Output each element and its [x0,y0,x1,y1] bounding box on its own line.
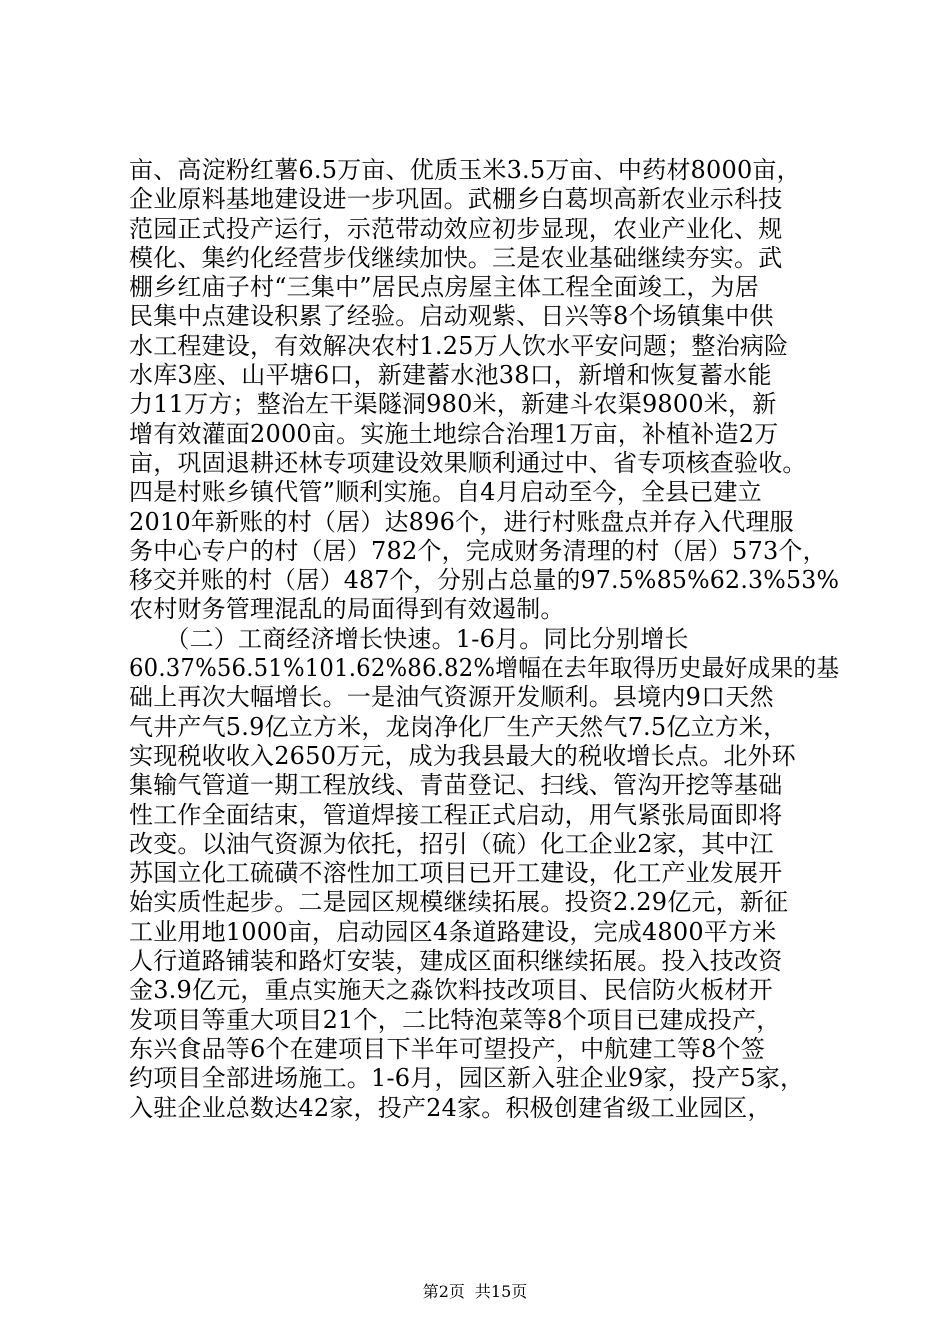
text-line: 棚乡红庙子村“三集中”居民点房屋主体工程全面竣工，为居 [129,273,759,302]
text-line: 东兴食品等6个在建项目下半年可望投产，中航建工等8个签 [129,1034,765,1063]
text-line: 入驻企业总数达42家，投产24家。积极创建省级工业园区， [129,1093,772,1122]
text-line: 亩、高淀粉红薯6.5万亩、优质玉米3.5万亩、中药材8000亩， [129,156,801,184]
text-line: 金3.9亿元，重点实施天之淼饮料技改项目、民信防火板材开 [129,976,773,1005]
text-line: 工业用地1000亩，启动园区4条道路建设，完成4800平方米 [129,917,777,946]
text-line: 2010年新账的村（居）达896个，进行村账盘点并存入代理服 [129,507,794,536]
text-line: 60.37%56.51%101.62%86.82%增幅在去年取得历史最好成果的基 [129,654,840,683]
text-line: 集输气管道一期工程放线、青苗登记、扫线、管沟开挖等基础 [129,771,783,800]
text-line: 四是村账乡镇代管”顺利实施。自4月启动至今，全县已建立 [129,478,762,507]
page-total: 共15页 [474,1282,528,1301]
text-line: 模化、集约化经营步伐继续加快。三是农业基础继续夯实。武 [129,243,783,272]
text-line: 力11万方；整治左干渠隧洞980米，新建斗农渠9800米，新 [129,390,777,419]
text-line: 始实质性起步。二是园区规模继续拓展。投资2.29亿元，新征 [129,888,789,917]
body-text [129,156,839,1123]
text-line: 民集中点建设积累了经验。启动观紫、日兴等8个场镇集中供 [129,302,774,331]
text-line: 苏国立化工硫磺不溶性加工项目已开工建设，化工产业发展开 [129,859,783,888]
section-heading-line: （二）工商经济增长快速。1-6月。同比分别增长 [129,624,689,653]
page-footer [0,1282,950,1302]
text-line: 企业原料基地建设进一步巩固。武棚乡白葛坝高新农业示科技 [129,185,783,214]
text-line: 增有效灌面2000亩。实施土地综合治理1万亩，补植补造2万 [129,419,779,448]
text-line: 水工程建设，有效解决农村1.25万人饮水平安问题；整治病险 [129,331,789,360]
text-line: 务中心专户的村（居）782个，完成财务清理的村（居）573个， [129,536,827,565]
text-line: 约项目全部进场施工。1-6月，园区新入驻企业9家，投产5家， [129,1064,805,1093]
text-line: 气井产气5.9亿立方米，龙岗净化厂生产天然气7.5亿立方米， [129,712,788,741]
text-line: 改变。以油气资源为依托，招引（硫）化工企业2家，其中江 [129,829,774,858]
text-line: 范园正式投产运行，示范带动效应初步显现，农业产业化、规 [129,214,783,243]
text-line: 移交并账的村（居）487个，分别占总量的97.5%85%62.3%53% [129,566,840,595]
text-line: 人行道路铺装和路灯安装，建成区面积继续拓展。投入技改资 [129,947,783,976]
text-line: 亩，巩固退耕还林专项建设效果顺利通过中、省专项核查验收。 [129,448,807,477]
text-line: 性工作全面结束，管道焊接工程正式启动，用气紧张局面即将 [129,800,783,829]
text-line: 水库3座、山平塘6口，新建蓄水池38口，新增和恢复蓄水能 [129,361,772,390]
text-line: 发项目等重大项目21个，二比特泡菜等8个项目已建成投产， [129,1005,781,1034]
page-number: 第2页 [422,1282,465,1301]
text-line: 实现税收收入2650万元，成为我县最大的税收增长点。北外环 [129,741,796,770]
text-line: 农村财务管理混乱的局面得到有效遏制。 [129,595,565,624]
text-line: 础上再次大幅增长。一是油气资源开发顺利。县境内9口天然 [129,683,774,712]
